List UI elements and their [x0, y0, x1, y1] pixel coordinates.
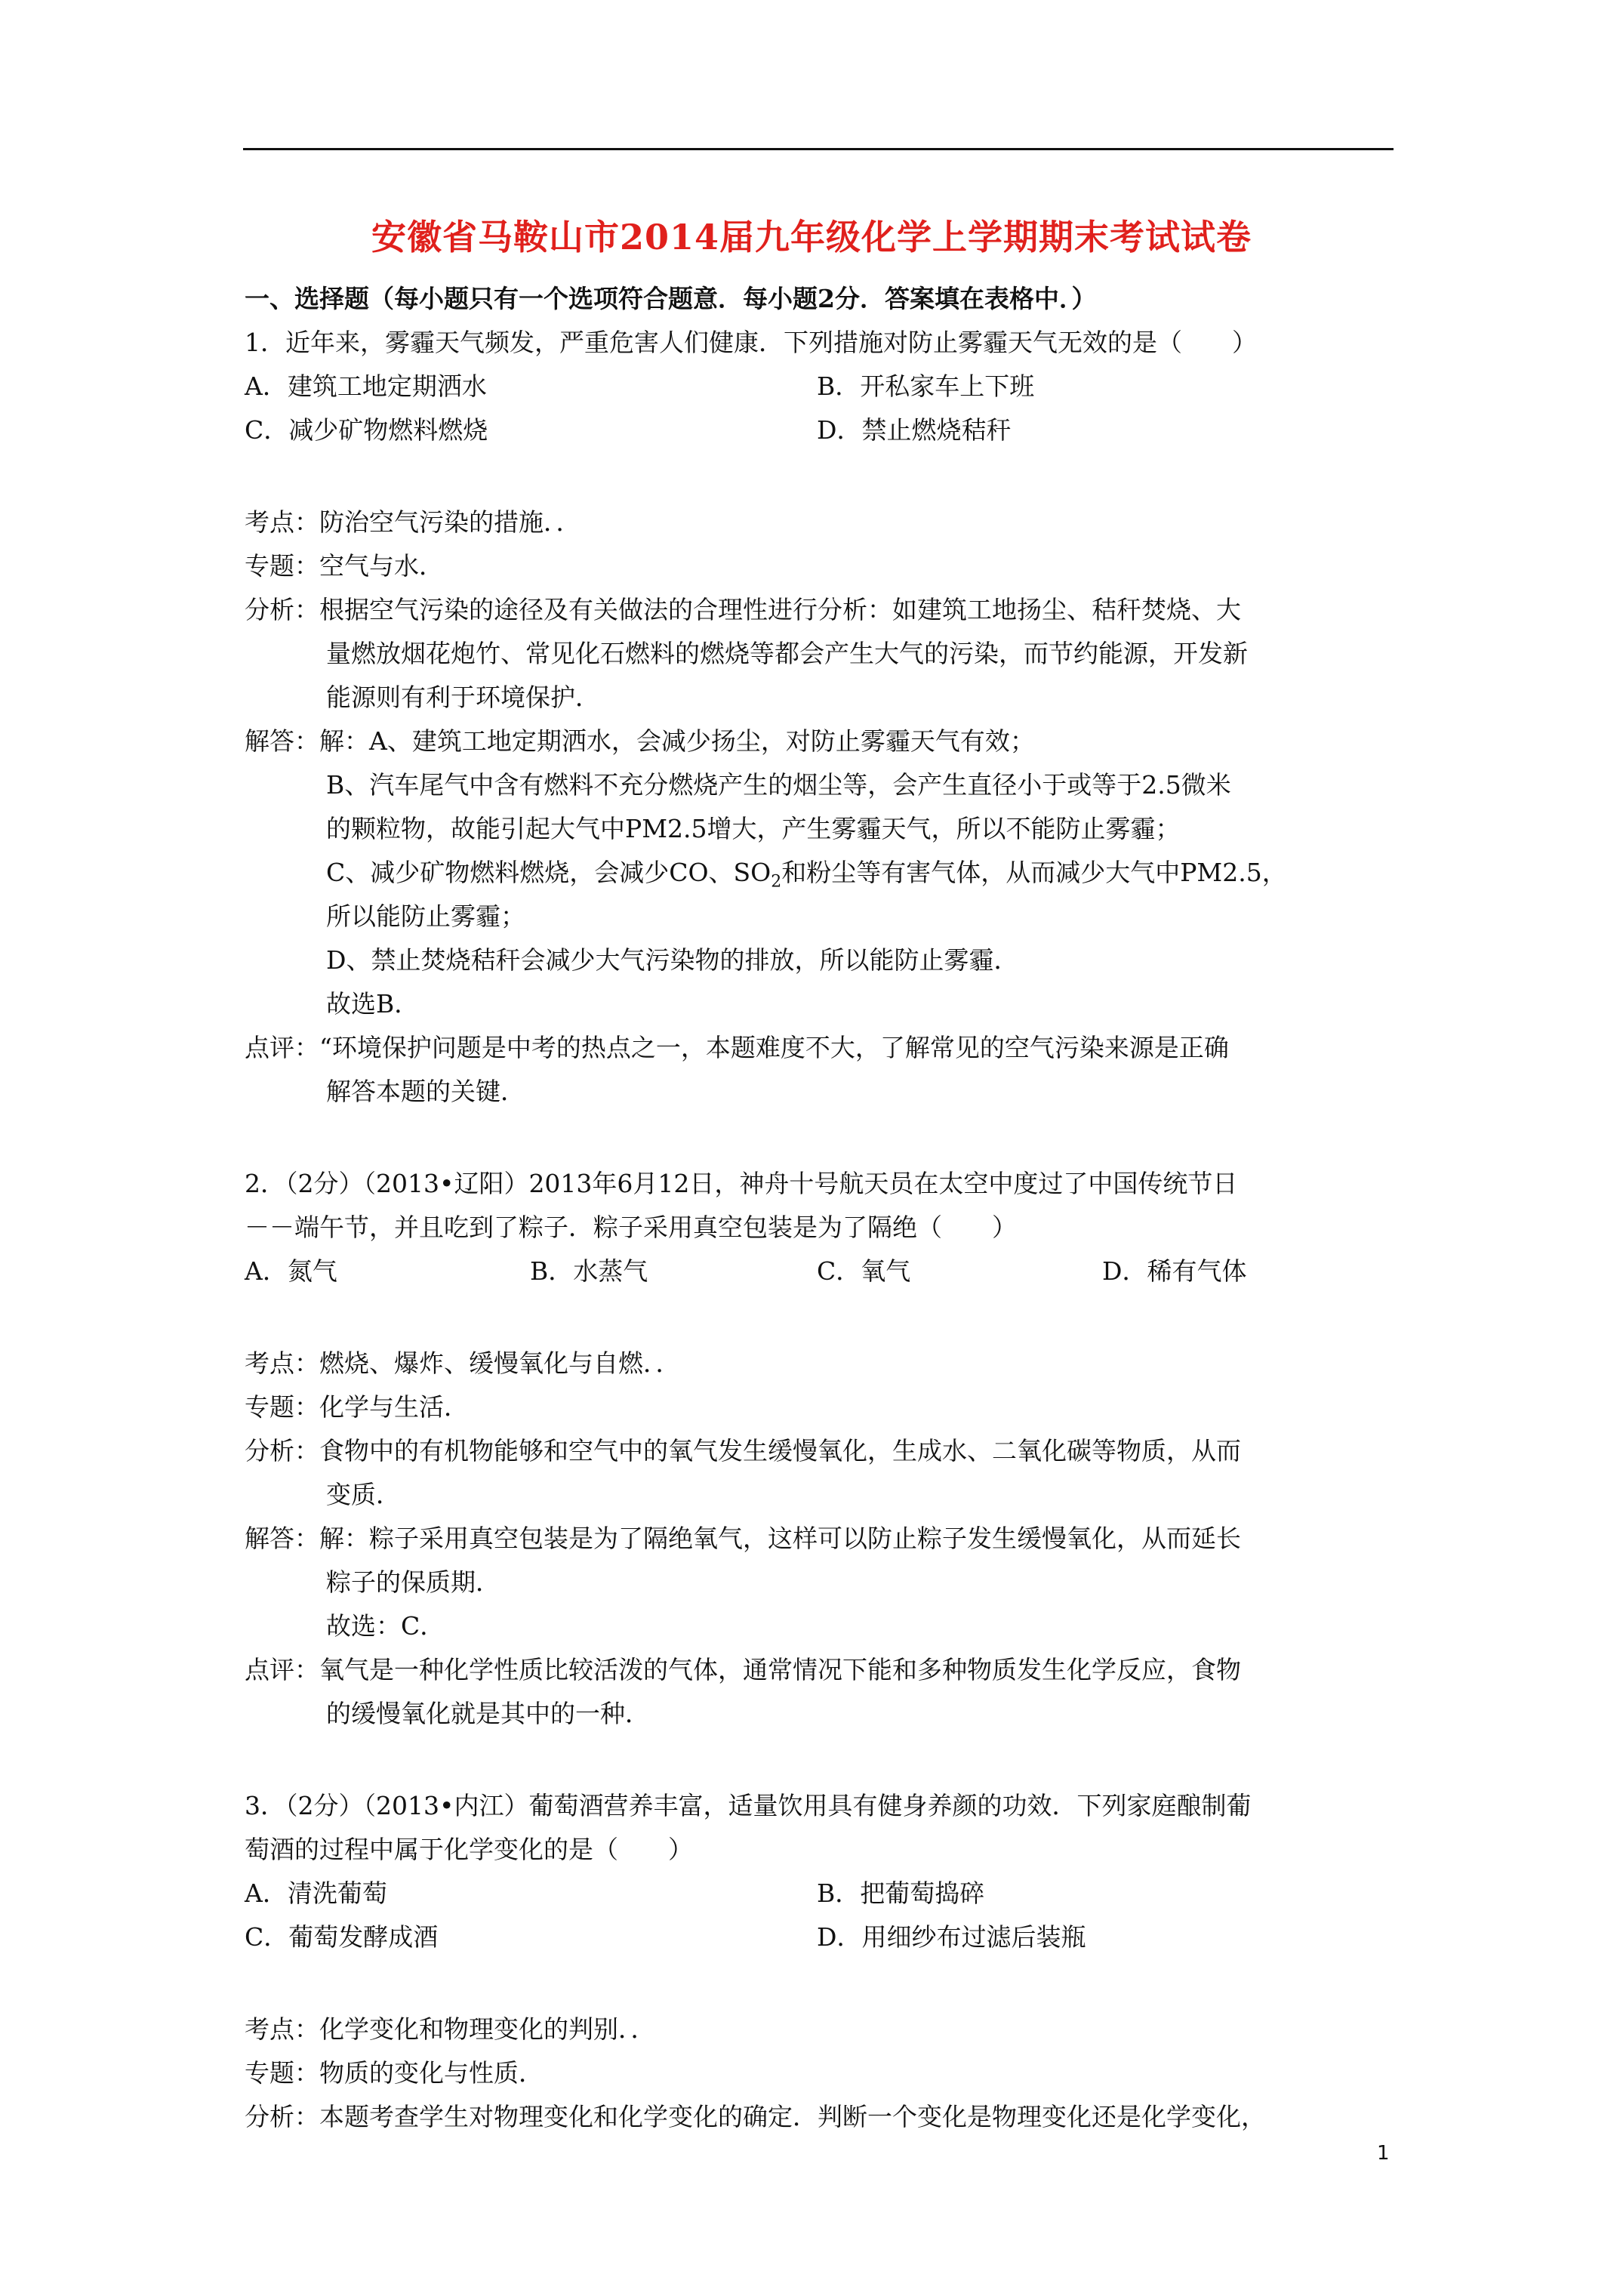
q2-zhuanti: 专题：化学与生活．	[245, 1392, 469, 1422]
q1-jieda-line: 解答：解：A、建筑工地定期洒水，会减少扬尘，对防止雾霾天气有效；	[245, 726, 1035, 756]
section-header: 一、选择题（每小题只有一个选项符合题意．每小题2分．答案填在表格中．）	[245, 284, 1097, 313]
page-number: 1	[1377, 2142, 1390, 2165]
q1-jieda-line: 的颗粒物，故能引起大气中PM2.5增大，产生雾霾天气，所以不能防止雾霾；	[326, 814, 1181, 843]
q1-jieda-line: D、禁止焚烧秸秆会减少大气污染物的排放，所以能防止雾霾．	[326, 945, 1019, 975]
q1-dianping-line: 解答本题的关键．	[326, 1077, 525, 1106]
q2-jieda-line: 粽子的保质期．	[326, 1567, 500, 1597]
q1-option-d: D．禁止燃烧秸秆	[817, 415, 1012, 445]
q1-jieda-line: B、汽车尾气中含有燃料不充分燃烧产生的烟尘等，会产生直径小于或等于2.5微米	[326, 770, 1231, 800]
q1-option-b: B．开私家车上下班	[817, 371, 1035, 401]
q2-dianping-line: 点评：氧气是一种化学性质比较活泼的气体，通常情况下能和多种物质发生化学反应，食物	[245, 1655, 1241, 1684]
question-3-stem: 萄酒的过程中属于化学变化的是（ ）	[245, 1835, 693, 1864]
q2-option-b: B．水蒸气	[530, 1256, 648, 1286]
question-1-stem: 1．近年来，雾霾天气频发，严重危害人们健康．下列措施对防止雾霾天气无效的是（ ）	[245, 328, 1257, 357]
so2-subscript: 2	[771, 872, 782, 892]
q2-jieda-line: 故选：C．	[326, 1611, 445, 1641]
q2-jieda-line: 解答：解：粽子采用真空包装是为了隔绝氧气，这样可以防止粽子发生缓慢氧化，从而延长	[245, 1524, 1241, 1553]
q3-option-d: D．用细纱布过滤后装瓶	[817, 1922, 1086, 1952]
q2-fenxi-line: 变质．	[326, 1480, 401, 1509]
question-3-stem: 3．（2分）（2013•内江）葡萄酒营养丰富，适量饮用具有健身养颜的功效．下列家庭酿制葡	[245, 1791, 1252, 1820]
page-title: 安徽省马鞍山市2014届九年级化学上学期期末考试试卷	[371, 217, 1252, 257]
q3-option-c: C．葡萄发酵成酒	[245, 1922, 439, 1952]
q2-option-d: D．稀有气体	[1102, 1256, 1247, 1286]
question-2-stem: 2．（2分）（2013•辽阳）2013年6月12日，神舟十号航天员在太空中度过了中国传统节日	[245, 1169, 1238, 1198]
q1-option-a: A．建筑工地定期洒水	[245, 371, 487, 401]
q1-jieda-c-part2: 和粉尘等有害气体，从而减少大气中PM2.5，	[781, 858, 1287, 887]
q1-fenxi-line: 能源则有利于环境保护．	[326, 683, 600, 712]
q1-jieda-line: 故选B．	[326, 989, 420, 1019]
q1-kaodian: 考点：防治空气污染的措施．．	[245, 507, 581, 537]
q3-option-b: B．把葡萄捣碎	[817, 1878, 985, 1908]
q2-option-c: C．氧气	[817, 1256, 911, 1286]
q2-kaodian: 考点：燃烧、爆炸、缓慢氧化与自燃．．	[245, 1348, 681, 1378]
q3-fenxi-line: 分析：本题考查学生对物理变化和化学变化的确定．判断一个变化是物理变化还是化学变化，	[245, 2102, 1266, 2131]
q1-jieda-line-c	[326, 856, 1287, 892]
q1-fenxi-line: 量燃放烟花炮竹、常见化石燃料的燃烧等都会产生大气的污染，而节约能源，开发新	[326, 639, 1248, 668]
q2-dianping-line: 的缓慢氧化就是其中的一种．	[326, 1699, 650, 1728]
q1-fenxi-line: 分析：根据空气污染的途径及有关做法的合理性进行分析：如建筑工地扬尘、秸秆焚烧、大	[245, 595, 1241, 624]
q1-jieda-c-part1: C、减少矿物燃料燃烧，会减少CO、SO	[326, 858, 771, 887]
q3-option-a: A．清洗葡萄	[245, 1878, 387, 1908]
q1-option-c: C．减少矿物燃料燃烧	[245, 415, 488, 445]
q1-zhuanti: 专题：空气与水．	[245, 551, 444, 581]
q1-jieda-line: 所以能防止雾霾；	[326, 901, 525, 931]
q2-option-a: A．氮气	[245, 1256, 337, 1286]
q3-kaodian: 考点：化学变化和物理变化的判别．．	[245, 2014, 656, 2044]
question-2-stem: －－端午节，并且吃到了粽子．粽子采用真空包装是为了隔绝（ ）	[245, 1213, 1017, 1242]
q1-dianping-line: 点评：“环境保护问题是中考的热点之一，本题难度不大，了解常见的空气污染来源是正确	[245, 1033, 1229, 1062]
q3-zhuanti: 专题：物质的变化与性质．	[245, 2058, 544, 2088]
header-rule	[243, 148, 1394, 150]
q2-fenxi-line: 分析：食物中的有机物能够和空气中的氧气发生缓慢氧化，生成水、二氧化碳等物质，从而	[245, 1436, 1241, 1465]
